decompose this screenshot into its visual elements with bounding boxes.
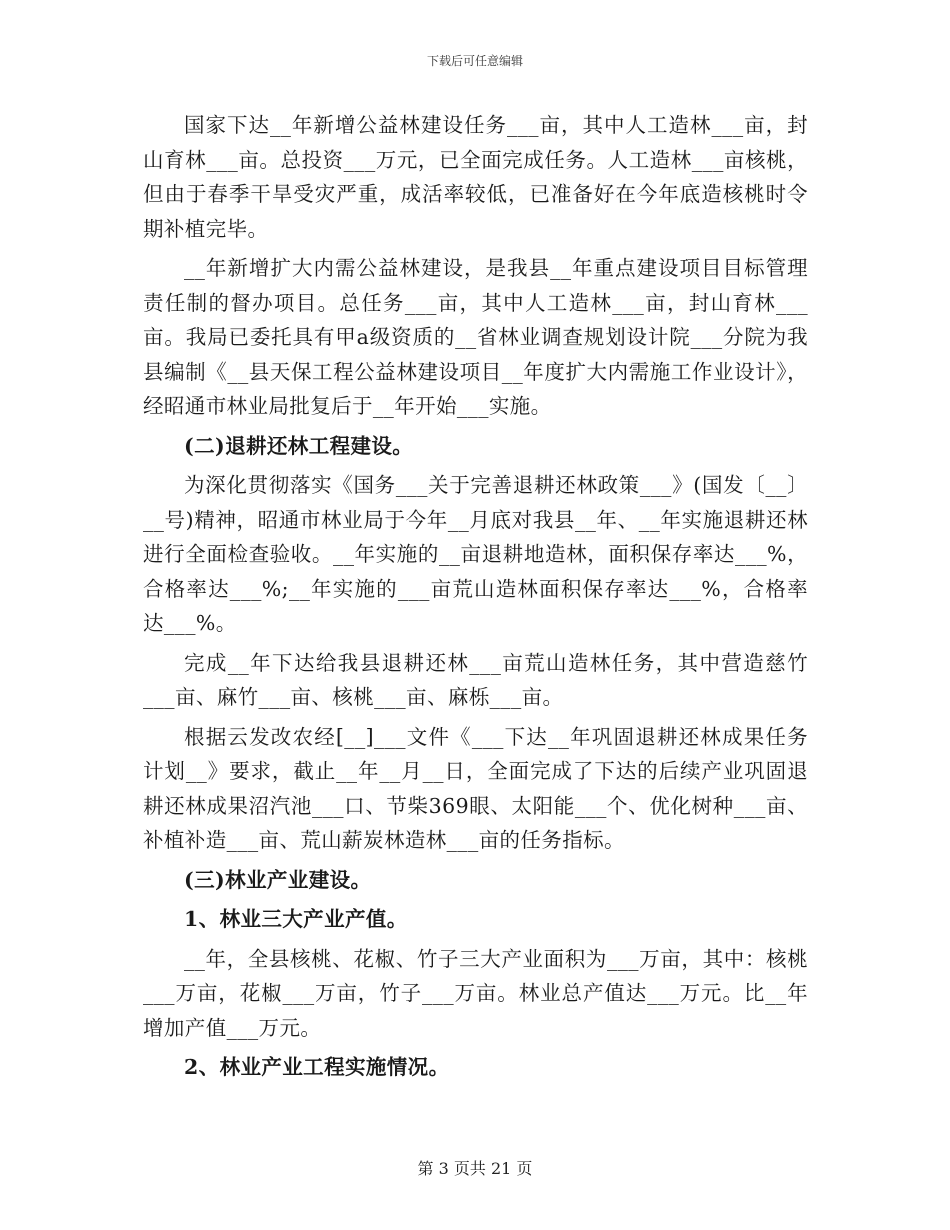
page-footer: 第 3 页共 21 页 (417, 1159, 533, 1178)
paragraph-domestic-demand-forest: __年新增扩大内需公益林建设，是我县__年重点建设项目目标管理责任制的督办项目。总任务___亩，其中人工造林___亩，封山育林___亩。我局已委托具有甲a级资质的__省林业调查规划设计院___分院为我县编制《__县天保工程公益林建设项目__年度扩大内需施工作业设计》，经昭通市林业局批复后于__年开始___实施。 (143, 256, 808, 418)
paragraph-afforestation-task: 完成__年下达给我县退耕还林___亩荒山造林任务，其中营造慈竹___亩、麻竹___亩、核桃___亩、麻栎___亩。 (143, 650, 808, 709)
paragraph-inspection-acceptance: 为深化贯彻落实《国务___关于完善退耕还林政策___》(国发〔__〕__号)精神，昭通市林业局于今年__月底对我县__年、__年实施退耕还林进行全面检查验收。__年实施的__亩退耕地造林，面积保存率达___%，合格率达___%;__年实施的___亩荒山造林面积保存率达___%，合格率达___%。 (143, 473, 808, 635)
section-heading-grain-for-green: (二)退耕还林工程建设。 (184, 433, 414, 458)
paragraph-industry-output: __年，全县核桃、花椒、竹子三大产业面积为___万亩，其中：核桃___万亩，花椒___万亩，竹子___万亩。林业总产值达___万元。比__年增加产值___万元。 (143, 946, 808, 1040)
paragraph-consolidation-results: 根据云发改农经[__]___文件《___下达__年巩固退耕还林成果任务计划__》要求，截止__年__月__日，全面完成了下达的后续产业巩固退耕还林成果沼汽池___口、节柴369眼、太阳能___个、优化树种___亩、补植补造___亩、荒山薪炭林造林___亩的任务指标。 (143, 724, 808, 852)
paragraph-public-forest-task: 国家下达__年新增公益林建设任务___亩，其中人工造林___亩，封山育林___亩。总投资___万元，已全面完成任务。人工造林___亩核桃，但由于春季干旱受灾严重，成活率较低，已准备好在今年底造核桃时令期补植完毕。 (143, 113, 808, 241)
page-header: 下载后可任意编辑 (426, 54, 523, 68)
subheading-industry-output: 1、林业三大产业产值。 (184, 907, 408, 931)
section-heading-forestry-industry: (三)林业产业建设。 (184, 867, 372, 892)
subheading-industry-projects: 2、林业产业工程实施情况。 (184, 1055, 450, 1079)
document-body (143, 108, 808, 1085)
